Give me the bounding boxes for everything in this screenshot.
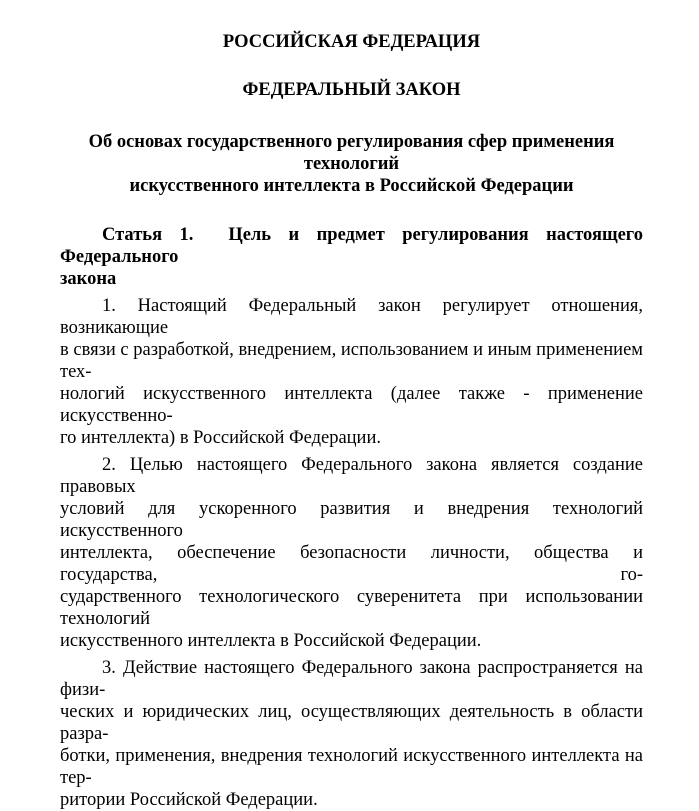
paragraph-line: искусственного интеллекта в Российской Федерации. xyxy=(60,631,482,651)
paragraph-line: интеллекта, обеспечение безопасности личности, общества и государства, го- xyxy=(60,543,643,585)
document-subtitle: ФЕДЕРАЛЬНЫЙ ЗАКОН xyxy=(242,80,461,100)
document-title: РОССИЙСКАЯ ФЕДЕРАЦИЯ xyxy=(222,32,481,52)
law-name xyxy=(60,131,643,197)
article-heading-line: закона xyxy=(60,269,117,289)
paragraph-1 xyxy=(60,295,643,449)
paragraph-2 xyxy=(60,454,643,652)
law-name-line: Об основах государственного регулирования сфер применения технологий xyxy=(88,132,615,174)
law-name-line: искусственного интеллекта в Российской Федерации xyxy=(129,176,574,196)
paragraph-line: 1. Настоящий Федеральный закон регулирует отношения, возникающие xyxy=(60,296,643,338)
paragraph-line: в связи с разработкой, внедрением, использованием и иным применением тех- xyxy=(60,340,643,382)
paragraph-line: ческих и юридических лиц, осуществляющих деятельность в области разра- xyxy=(60,702,643,744)
paragraph-line: нологий искусственного интеллекта (далее также - применение искусственно- xyxy=(60,384,643,426)
article-heading-line: Статья 1. Цель и предмет регулирования настоящего Федерального xyxy=(60,225,643,267)
paragraph-line: ритории Российской Федерации. xyxy=(60,790,318,810)
article-heading xyxy=(60,224,643,290)
paragraph-line: сударственного технологического суверенитета при использовании технологий xyxy=(60,587,643,629)
paragraph-line: 2. Целью настоящего Федерального закона является создание правовых xyxy=(60,455,643,497)
paragraph-line: ботки, применения, внедрения технологий искусственного интеллекта на тер- xyxy=(60,746,643,788)
paragraph-line: 3. Действие настоящего Федерального закона распространяется на физи- xyxy=(60,658,643,700)
paragraph-3 xyxy=(60,657,643,811)
paragraph-line: го интеллекта) в Российской Федерации. xyxy=(60,428,381,448)
paragraph-line: условий для ускоренного развития и внедрения технологий искусственного xyxy=(60,499,643,541)
